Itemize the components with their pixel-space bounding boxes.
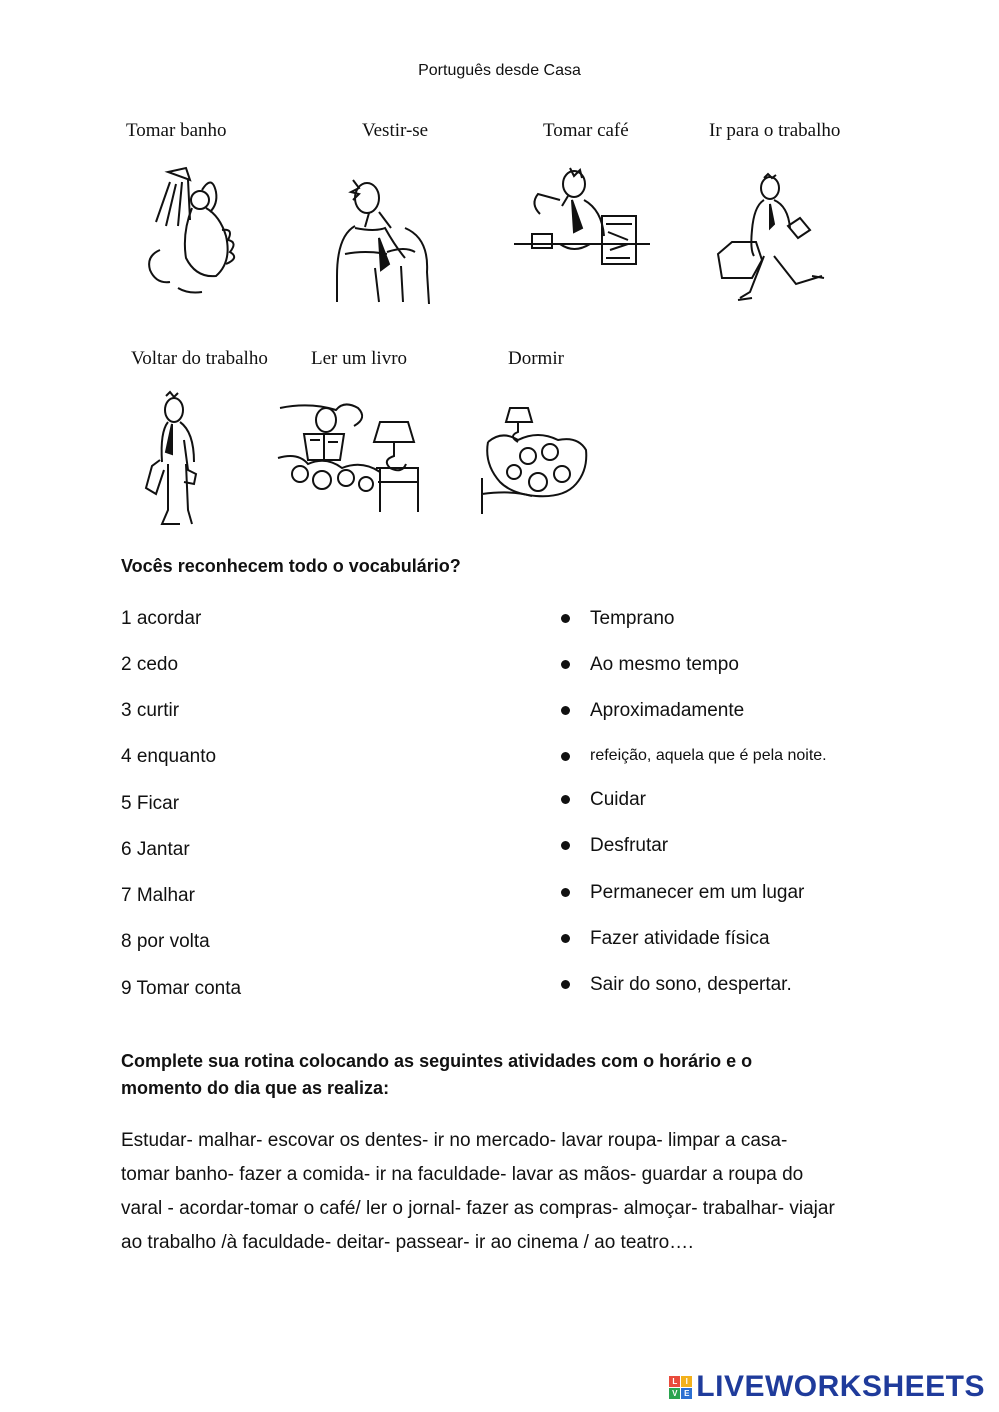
vocab-definition: Permanecer em um lugar (590, 882, 805, 903)
bullet-icon (561, 795, 570, 804)
vocab-definition: Aproximadamente (590, 700, 745, 721)
vocab-word: 4 enquanto (121, 746, 217, 767)
activity-label-voltar-do-trabalho: Voltar do trabalho (131, 348, 268, 369)
badge-letter: V (669, 1388, 680, 1399)
badge-letter: E (681, 1388, 692, 1399)
vocab-word: 2 cedo (121, 654, 179, 675)
paragraph-line: tomar banho- fazer a comida- ir na faculdade- lavar as mãos- guardar a roupa do (121, 1164, 804, 1185)
routine-activities-paragraph (121, 1124, 901, 1260)
vocab-definition: Fazer atividade física (590, 928, 770, 949)
activity-label-ir-para-o-trabalho: Ir para o trabalho (709, 120, 841, 141)
routine-instruction (121, 1048, 881, 1102)
liveworksheets-logo[interactable] (669, 1370, 985, 1404)
reading-in-bed-illustration (276, 398, 426, 518)
routine-instruction-line: Complete sua rotina colocando as seguintes atividades com o horário e o (121, 1051, 753, 1071)
breakfast-man-illustration (510, 160, 650, 285)
bullet-icon (561, 934, 570, 943)
bullet-icon (561, 706, 570, 715)
page-title: Português desde Casa (418, 62, 581, 79)
routine-instruction-line: momento do dia que as realiza: (121, 1078, 390, 1098)
activity-label-tomar-banho: Tomar banho (126, 120, 227, 141)
vocab-word: 6 Jantar (121, 839, 190, 860)
activity-label-dormir: Dormir (508, 348, 564, 369)
paragraph-line: ao trabalho /à faculdade- deitar- passear- ir ao cinema / ao teatro…. (121, 1232, 694, 1253)
bullet-icon (561, 841, 570, 850)
bullet-icon (561, 980, 570, 989)
badge-letter: I (681, 1376, 692, 1387)
vocab-word: 7 Malhar (121, 885, 195, 906)
paragraph-line: Estudar- malhar- escovar os dentes- ir no mercado- lavar roupa- limpar a casa- (121, 1130, 788, 1151)
vocab-definition: Cuidar (590, 789, 646, 810)
vocab-word: 1 acordar (121, 608, 202, 629)
sleeping-in-bed-illustration (478, 402, 593, 522)
dressing-man-illustration (325, 168, 445, 308)
paragraph-line: varal - acordar-tomar o café/ ler o jornal- fazer as compras- almoçar- trabalhar- viajar (121, 1198, 835, 1219)
badge-letter: L (669, 1376, 680, 1387)
vocab-definition: Temprano (590, 608, 675, 629)
tired-man-returning-illustration (140, 390, 220, 530)
activity-label-ler-um-livro: Ler um livro (311, 348, 408, 369)
vocab-definition: Desfrutar (590, 835, 669, 856)
vocab-definition: Sair do sono, despertar. (590, 974, 792, 995)
vocab-word: 5 Ficar (121, 793, 180, 814)
vocab-word: 8 por volta (121, 931, 210, 952)
vocabulary-question: Vocês reconhecem todo o vocabulário? (121, 556, 461, 576)
activity-label-tomar-cafe: Tomar café (543, 120, 629, 141)
activity-label-vestir-se: Vestir-se (362, 120, 429, 141)
shower-man-illustration (130, 160, 245, 300)
bullet-icon (561, 888, 570, 897)
walking-briefcase-man-illustration (712, 172, 832, 312)
bullet-icon (561, 752, 570, 761)
bullet-icon (561, 614, 570, 623)
live-badge-icon (669, 1376, 692, 1399)
vocab-word: 3 curtir (121, 700, 180, 721)
brand-name: LIVEWORKSHEETS (696, 1370, 985, 1403)
vocab-word: 9 Tomar conta (121, 978, 242, 999)
vocab-definition: Ao mesmo tempo (590, 654, 739, 675)
bullet-icon (561, 660, 570, 669)
vocab-definition: refeição, aquela que é pela noite. (590, 747, 827, 764)
